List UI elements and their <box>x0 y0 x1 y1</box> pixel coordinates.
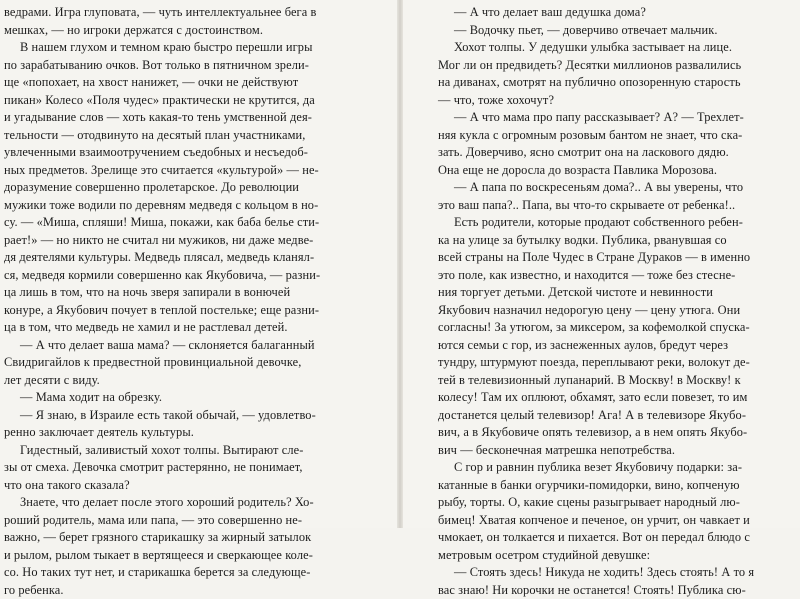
text-line: тей в телевизионный лупанарий. В Москву! в Москву! к <box>438 372 798 390</box>
text-line: согласны! За утюгом, за миксером, за кофемолкой спуска- <box>438 319 798 337</box>
text-line: зать. Доверчиво, ясно смотрит она на ласкового дядю. <box>438 144 798 162</box>
text-line: ка на улице за бутылку водки. Публика, рванувшая со <box>438 232 798 250</box>
text-line: — А что делает ваш дедушка дома? <box>438 4 798 22</box>
text-line: В нашем глухом и темном краю быстро перешли игры <box>4 39 388 57</box>
text-line: со. Но таких тут нет, и старикашка берется за следующе- <box>4 564 388 582</box>
text-line: вич, а в Якубовиче опять телевизор, а в нем опять Якубо- <box>438 424 798 442</box>
text-line: лет десяти с виду. <box>4 372 388 390</box>
text-line: и рылом, рылом тыкает в вертящееся и сверкающее коле- <box>4 547 388 565</box>
text-line: дя деятелями культуры. Медведь плясал, медведь кланял- <box>4 249 388 267</box>
text-line: Она еще не доросла до возраста Павлика Морозова. <box>438 162 798 180</box>
text-line: — Стоять здесь! Никуда не ходить! Здесь стоять! А то я <box>438 564 798 582</box>
text-line: ще «попохает, на хвост нанижет, — очки не действуют <box>4 74 388 92</box>
text-line: увлеченными взаимоотручением съедобных и несъедоб- <box>4 144 388 162</box>
text-line: — что, тоже хохочут? <box>438 92 798 110</box>
text-line: мешках, — но игроки держатся с достоинством. <box>4 22 388 40</box>
text-line: и угадывание слов — хоть какая-то тень умственной дея- <box>4 109 388 127</box>
text-line: это поле, как известно, и находится — тоже без стесне- <box>438 267 798 285</box>
text-line: — Мама ходит на обрезку. <box>4 389 388 407</box>
text-line: катанные в банки огурчики-помидорки, вино, копченую <box>438 477 798 495</box>
text-line: бимец! Хватая копченое и печеное, он урчит, он чавкает и <box>438 512 798 530</box>
text-line: метровым осетром студийной девушке: <box>438 547 798 565</box>
text-line: су. — «Миша, спляши! Миша, покажи, как баба белье сти- <box>4 214 388 232</box>
text-line: ренно заключает деятель культуры. <box>4 424 388 442</box>
text-line: колесу! Там их оплюют, обхамят, зато если повезет, то им <box>438 389 798 407</box>
book-gutter <box>397 0 403 528</box>
text-line: рыбу, торты. О, какие сцены разыгрывает народный лю- <box>438 494 798 512</box>
text-line: тельности — отодвинуто на десятый план участниками, <box>4 127 388 145</box>
left-page <box>0 0 392 528</box>
text-line: Якубович назначил недорогую цену — цену утюга. Они <box>438 302 798 320</box>
text-line: Знаете, что делает после этого хороший родитель? Хо- <box>4 494 388 512</box>
text-line: ных предметов. Зрелище это считается «культурой» — не- <box>4 162 388 180</box>
text-line: мужики тоже водили по деревням медведя с кольцом в но- <box>4 197 388 215</box>
text-line: роший родитель, мама или папа, — это совершенно не- <box>4 512 388 530</box>
text-line: ся, медведя кормили совершенно как Якубовича, — разни- <box>4 267 388 285</box>
text-line: доразумение совершенно пролетарское. До революции <box>4 179 388 197</box>
text-line: Есть родители, которые продают собственного ребен- <box>438 214 798 232</box>
text-line: что она такого сказала? <box>4 477 388 495</box>
text-line: вас знаю! Ни корочки не останется! Стоять! Публика сю- <box>438 582 798 599</box>
text-line: — А папа по воскресеньям дома?.. А вы уверены, что <box>438 179 798 197</box>
text-line: вич — бесконечная матрешка непотребства. <box>438 442 798 460</box>
text-line: Хохот толпы. У дедушки улыбка застывает на лице. <box>438 39 798 57</box>
text-line: рает!» — но никто не считал ни мужиков, ни даже медве- <box>4 232 388 250</box>
text-line: зы от смеха. Девочка смотрит растерянно, не понимает, <box>4 459 388 477</box>
right-text-column <box>438 4 798 599</box>
left-text-column <box>4 4 388 599</box>
text-line: тундру, штурмуют поезда, переплывают реки, волокут де- <box>438 354 798 372</box>
text-line: го ребенка. <box>4 582 388 599</box>
text-line: Мог ли он предвидеть? Десятки миллионов развалились <box>438 57 798 75</box>
text-line: ния торгует детьми. Детской чистоте и невинности <box>438 284 798 302</box>
text-line: достанется целый телевизор! Ага! А в телевизоре Якубо- <box>438 407 798 425</box>
text-line: Свидригайлов к предвестной провинциальной девочке, <box>4 354 388 372</box>
text-line: по зарабатыванию очков. Вот только в пятничном зрели- <box>4 57 388 75</box>
text-line: — Водочку пьет, — доверчиво отвечает мальчик. <box>438 22 798 40</box>
text-line: няя кукла с огромным розовым бантом не знает, что ска- <box>438 127 798 145</box>
text-line: — Я знаю, в Израиле есть такой обычай, — удовлетво- <box>4 407 388 425</box>
text-line: Гидестный, заливистый хохот толпы. Вытирают сле- <box>4 442 388 460</box>
text-line: на диванах, смотрят на публично опозоренную старость <box>438 74 798 92</box>
text-line: конуре, а Якубович почует в теплой постельке; еще разни- <box>4 302 388 320</box>
text-line: ведрами. Игра глуповата, — чуть интеллектуальнее бега в <box>4 4 388 22</box>
right-page <box>410 0 800 528</box>
text-line: ца лишь в том, что на ночь зверя запирали в вонючей <box>4 284 388 302</box>
text-line: важно, — берет грязного старикашку за жирный затылок <box>4 529 388 547</box>
text-line: — А что делает ваша мама? — склоняется балаганный <box>4 337 388 355</box>
text-line: ца в том, что медведь не хамил и не растлевал детей. <box>4 319 388 337</box>
text-line: ются семьи с гор, из заснеженных аулов, бредут через <box>438 337 798 355</box>
text-line: пикан» Колесо «Поля чудес» практически не крутится, да <box>4 92 388 110</box>
text-line: всей страны на Поле Чудес в Стране Дураков — в именно <box>438 249 798 267</box>
text-line: — А что мама про папу рассказывает? А? — Трехлет- <box>438 109 798 127</box>
text-line: С гор и равнин публика везет Якубовичу подарки: за- <box>438 459 798 477</box>
text-line: чмокает, он толкается и пихается. Вот он передал блюдо с <box>438 529 798 547</box>
text-line: это ваш папа?.. Папа, вы что-то скрываете от ребенка!.. <box>438 197 798 215</box>
